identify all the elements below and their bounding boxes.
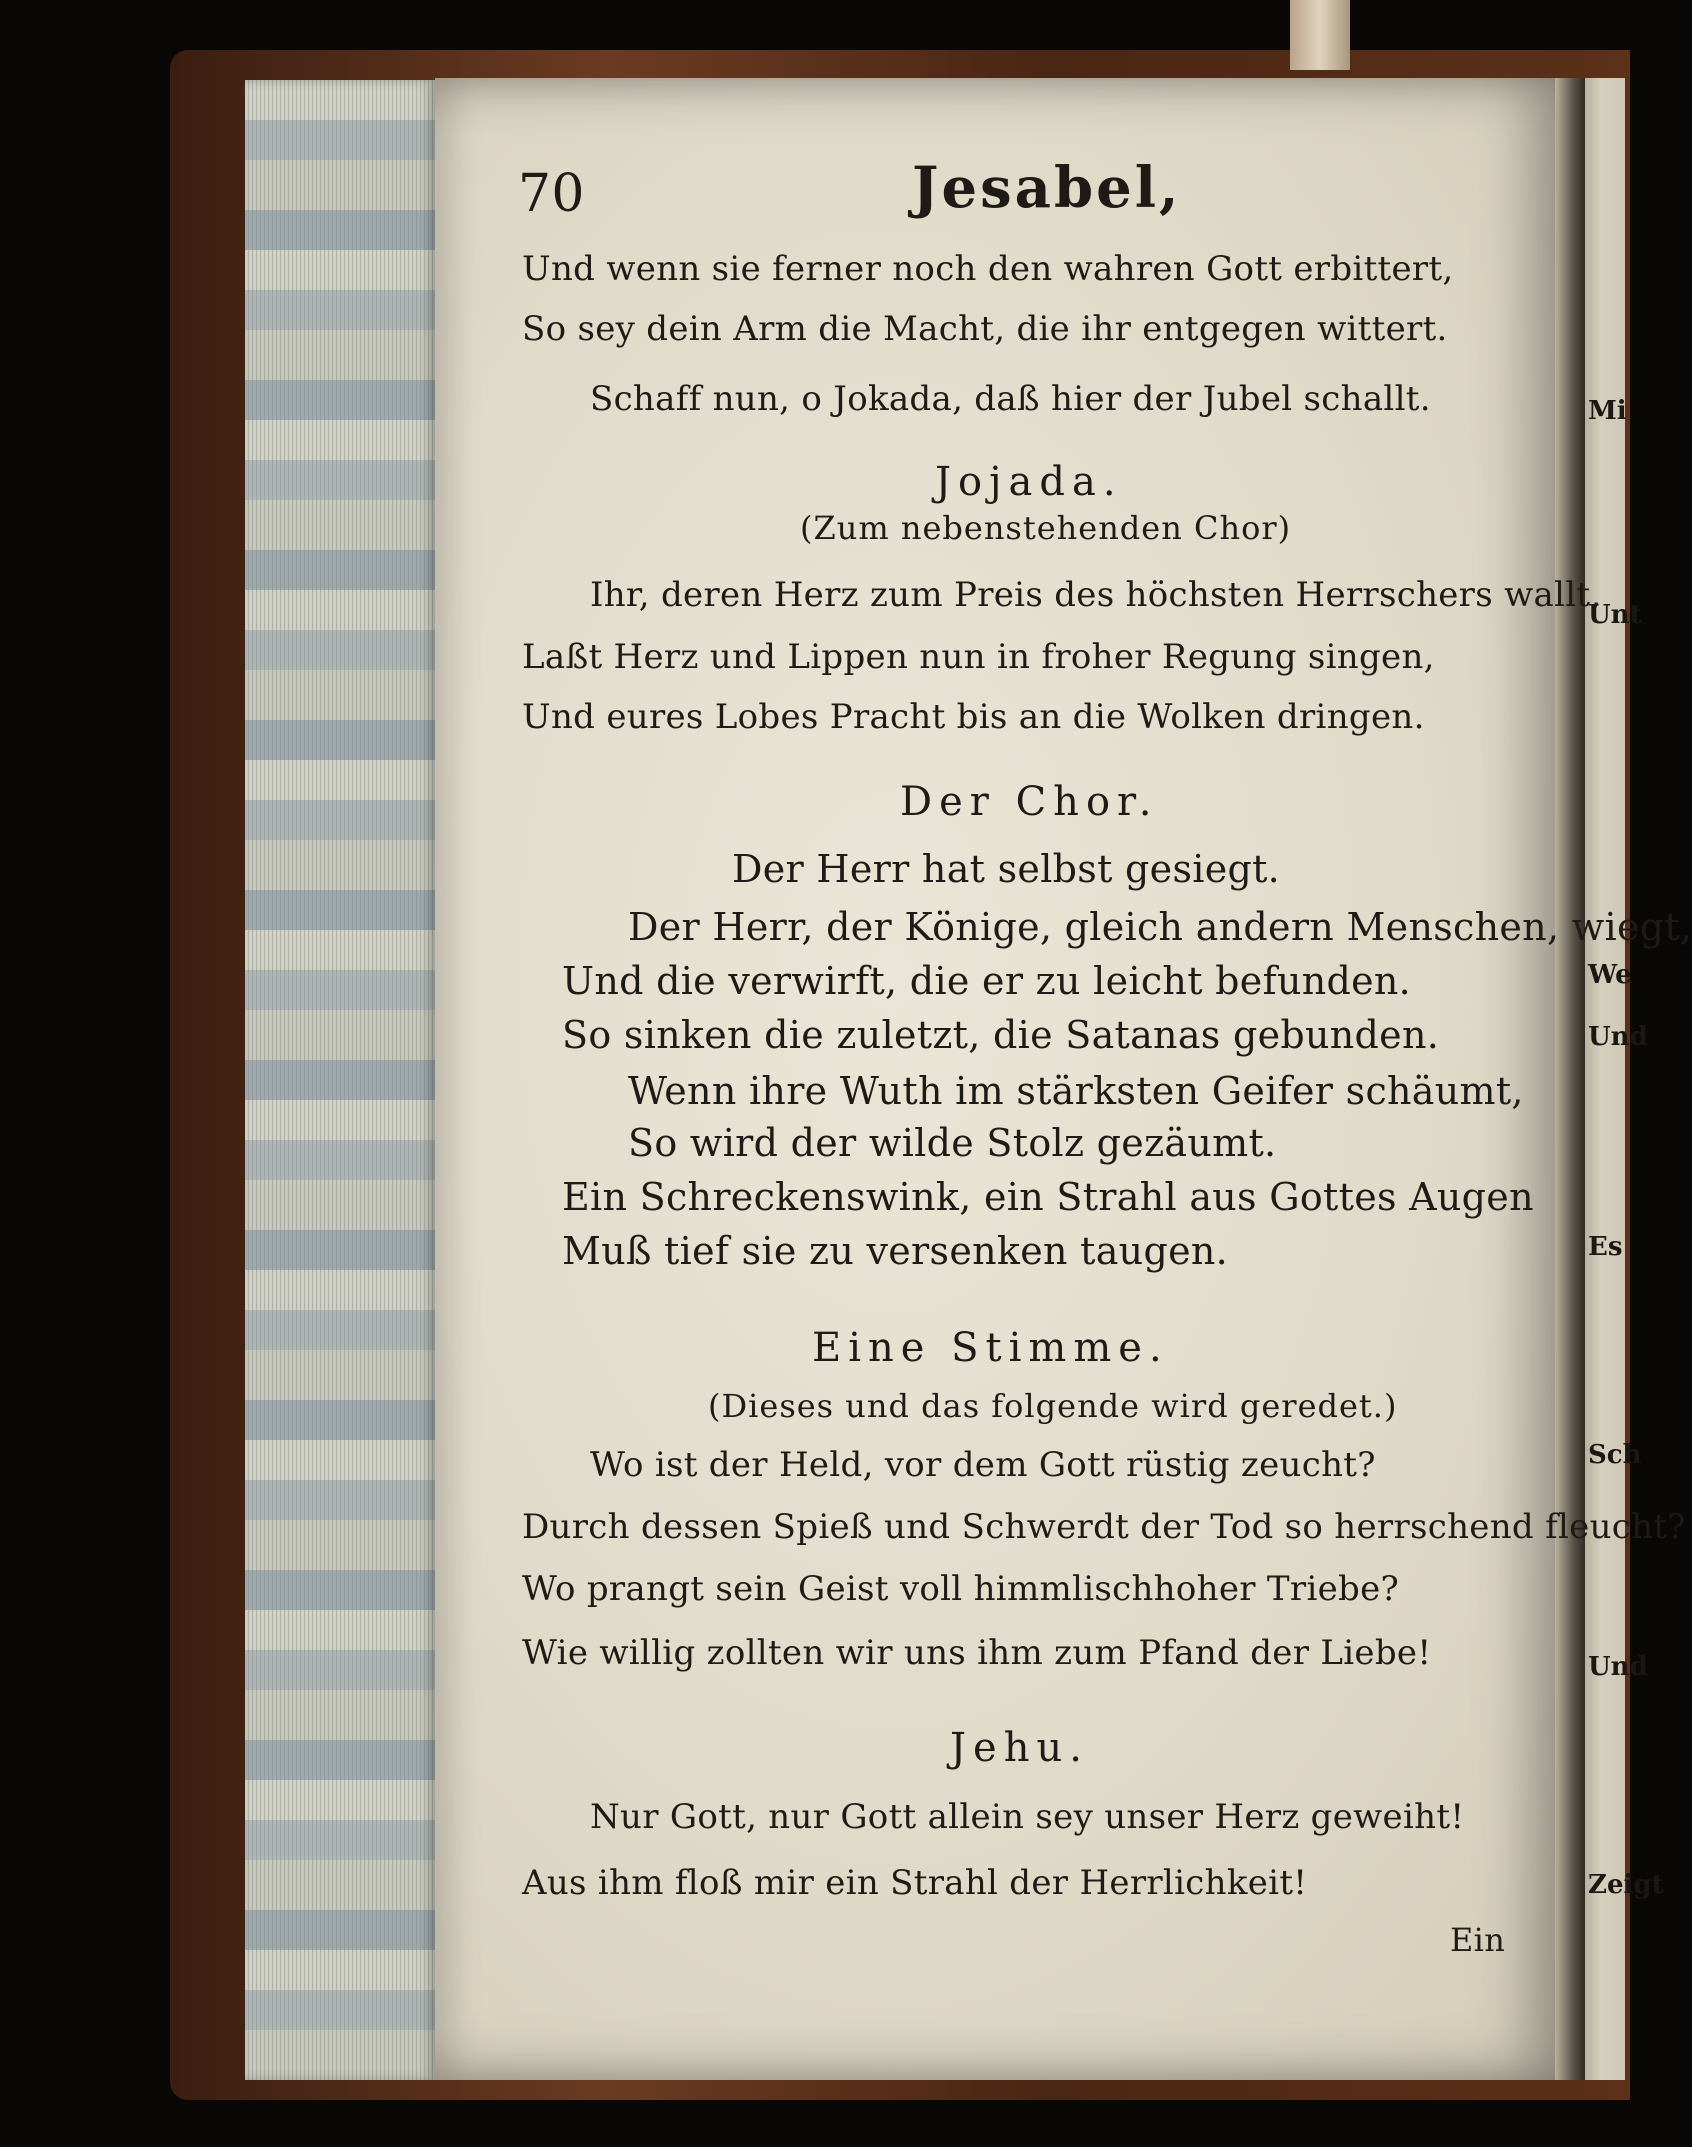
speaker-name: Jehu.: [950, 1725, 1089, 1771]
verse-line: Der Herr hat selbst gesiegt.: [732, 847, 1281, 891]
speaker-name: Jojada.: [935, 459, 1123, 505]
verse-line: Wo prangt sein Geist voll himmlischhoher Triebe?: [522, 1569, 1400, 1609]
verse-line: So wird der wilde Stolz gezäumt.: [628, 1121, 1277, 1165]
verse-line: Und eures Lobes Pracht bis an die Wolken dringen.: [522, 697, 1425, 737]
facing-page-fragment: Und: [1588, 1022, 1648, 1052]
facing-page-fragment: Sch: [1588, 1440, 1642, 1470]
facing-page-fragment: We: [1588, 960, 1632, 990]
book-gutter: [1555, 78, 1585, 2080]
verse-line: Wo ist der Held, vor dem Gott rüstig zeucht?: [590, 1445, 1376, 1485]
verse-line: Wenn ihre Wuth im stärksten Geifer schäumt,: [628, 1069, 1524, 1113]
bookmark-ribbon: [1290, 0, 1350, 70]
facing-page-fragment: Zeigt: [1588, 1870, 1664, 1900]
verse-line: Ihr, deren Herz zum Preis des höchsten Herrschers wallt,: [590, 575, 1602, 615]
verse-line: Muß tief sie zu versenken taugen.: [562, 1229, 1229, 1273]
page-number: 70: [518, 164, 585, 224]
speaker-name: Eine Stimme.: [812, 1325, 1169, 1371]
speaker-name: Der Chor.: [900, 779, 1159, 825]
verse-line: Der Herr, der Könige, gleich andern Menschen, wiegt,: [628, 905, 1692, 949]
verse-line: So sey dein Arm die Macht, die ihr entgegen wittert.: [522, 309, 1448, 349]
verse-line: Laßt Herz und Lippen nun in froher Regung singen,: [522, 637, 1435, 677]
verse-line: Und wenn sie ferner noch den wahren Gott erbittert,: [522, 249, 1454, 289]
facing-page-fragment: Mi: [1588, 396, 1627, 426]
facing-page-fragment: Es: [1588, 1232, 1623, 1262]
verse-line: Schaff nun, o Jokada, daß hier der Jubel schallt.: [590, 379, 1431, 419]
verse-line: Und die verwirft, die er zu leicht befunden.: [562, 959, 1412, 1003]
facing-page-fragment: Unt: [1588, 600, 1642, 630]
page-edges: [245, 80, 435, 2080]
verse-line: So sinken die zuletzt, die Satanas gebunden.: [562, 1013, 1440, 1057]
verse-line: Wie willig zollten wir uns ihm zum Pfand der Liebe!: [522, 1633, 1432, 1673]
verse-line: Aus ihm floß mir ein Strahl der Herrlichkeit!: [522, 1863, 1308, 1903]
facing-page-fragment: Und: [1588, 1652, 1648, 1682]
running-head: Jesabel,: [912, 155, 1182, 221]
verse-line: Ein Schreckenswink, ein Strahl aus Gottes Augen: [562, 1175, 1534, 1219]
verse-line: Nur Gott, nur Gott allein sey unser Herz geweiht!: [590, 1797, 1465, 1837]
stage-direction: (Zum nebenstehenden Chor): [800, 509, 1292, 547]
right-page-edge: [1585, 78, 1625, 2080]
catchword: Ein: [1450, 1921, 1506, 1959]
stage-direction: (Dieses und das folgende wird geredet.): [708, 1387, 1398, 1425]
verse-line: Durch dessen Spieß und Schwerdt der Tod so herrschend fleucht?: [522, 1507, 1686, 1547]
